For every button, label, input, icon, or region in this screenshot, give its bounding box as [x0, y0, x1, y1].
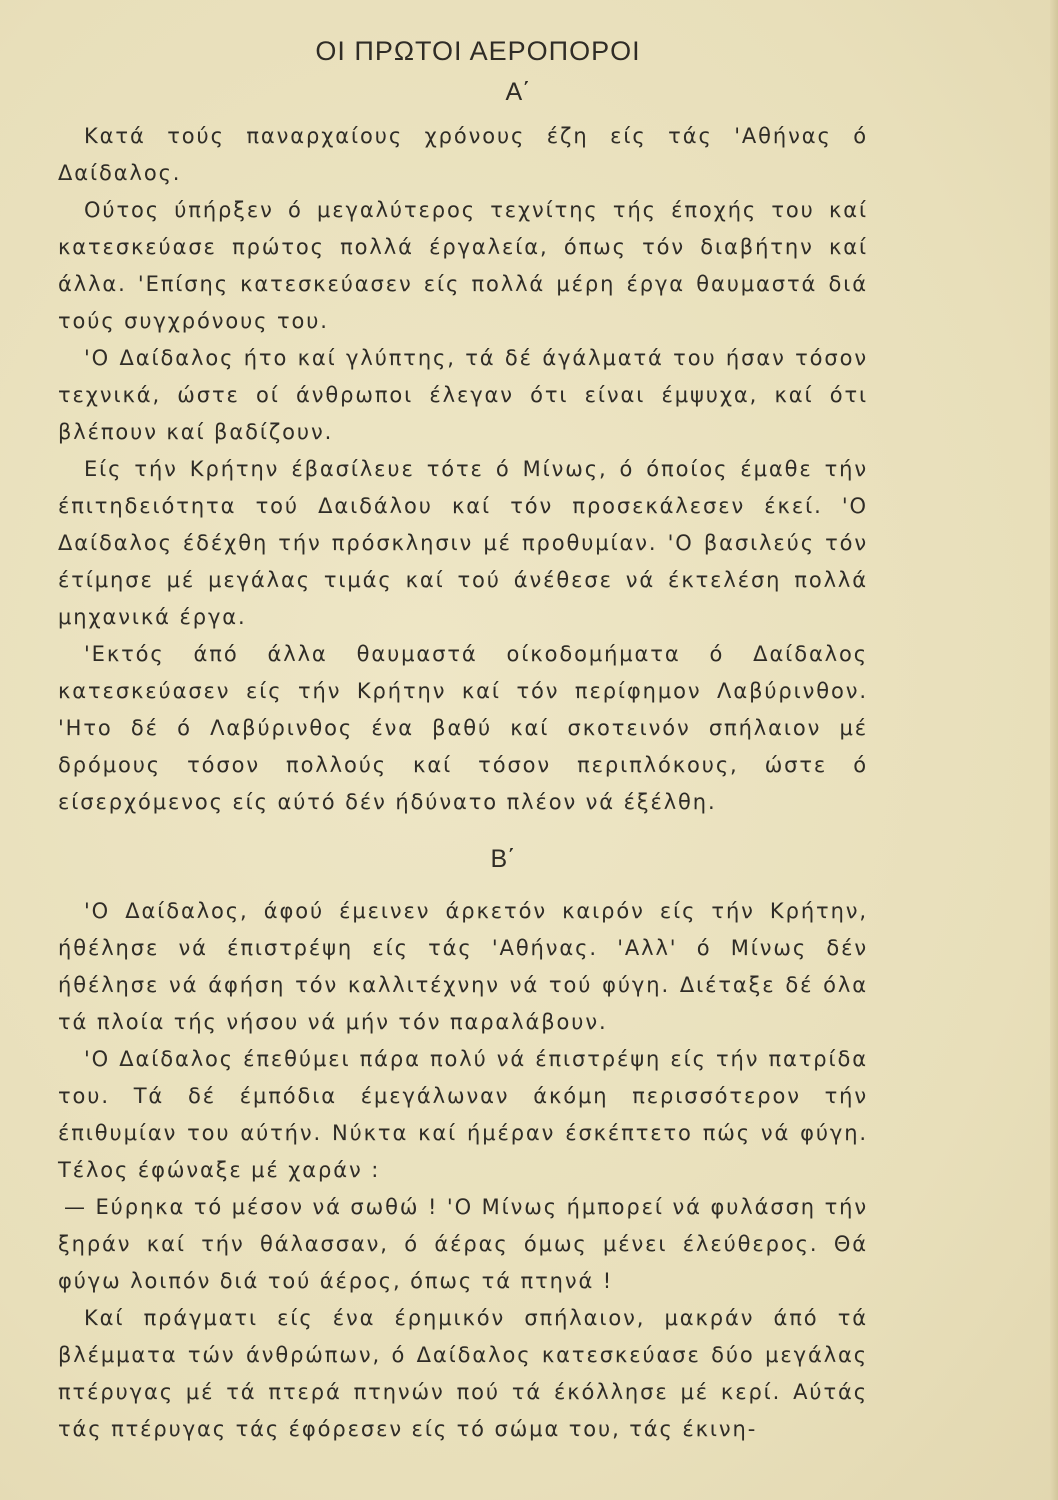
paragraph-a2: Ούτος ύπήρξεν ό μεγαλύτερος τεχνίτης τής έποχής του καί κατεσκεύασε πρώτος πολλά έργαλεία, όπως τόν διαβήτην καί άλλα. 'Επίσης κατεσκεύασεν είς πολλά μέρη έργα θαυμαστά διά τούς συγχρόνους του. [58, 198, 868, 333]
paragraph-b1: 'Ο Δαίδαλος, άφού έμεινεν άρκετόν καιρόν είς τήν Κρήτην, ήθέλησε νά έπιστρέψη είς τάς 'Αθήνας. 'Αλλ' ό Μίνως δέν ήθέλησε νά άφήση τόν καλλιτέχνην νά τού φύγη. Διέταξε δέ όλα τά πλοία τής νήσου νά μήν τόν παραλάβουν. [58, 899, 868, 1034]
section-heading-b: Β΄ [490, 845, 516, 873]
paragraph-b3-dialogue: — Εύρηκα τό μέσον νά σωθώ ! 'Ο Μίνως ήμπορεί νά φυλάσση τήν ξηράν καί τήν θάλασσαν, ό άέρας όμως μένει έλεύθερος. Θά φύγω λοιπόν διά τού άέρος, όπως τά πτηνά ! [58, 1195, 868, 1293]
paragraph-a1: Κατά τούς παναρχαίους χρόνους έζη είς τάς 'Αθήνας ό Δαίδαλος. [58, 124, 868, 185]
paragraph-a4: Είς τήν Κρήτην έβασίλευε τότε ό Μίνως, ό όποίος έμαθε τήν έπιτηδειότητα τού Δαιδάλου καί τόν προσεκάλεσεν έκεί. 'Ο Δαίδαλος έδέχθη τήν πρόσκλησιν μέ προθυμίαν. 'Ο βασιλεύς τόν έτίμησε μέ μεγάλας τιμάς καί τού άνέθεσε νά έκτελέση πολλά μηχανικά έργα. [58, 457, 868, 629]
section-heading-a: Α΄ [505, 78, 531, 106]
paragraph-a3: 'Ο Δαίδαλος ήτο καί γλύπτης, τά δέ άγάλματά του ήσαν τόσον τεχνικά, ώστε οί άνθρωποι έλεγαν ότι είναι έμψυχα, καί ότι βλέπουν καί βαδίζουν. [58, 346, 868, 444]
page-title: ΟΙ ΠΡΩΤΟΙ ΑΕΡΟΠΟΡΟΙ [315, 36, 641, 66]
paragraph-b4: Καί πράγματι είς ένα έρημικόν σπήλαιον, μακράν άπό τά βλέμματα τών άνθρώπων, ό Δαίδαλος κατεσκεύασε δύο μεγάλας πτέρυγας μέ τά πτερά πτηνών πού τά έκόλλησε μέ κερί. Αύτάς τάς πτέρυγας τάς έφόρεσεν είς τό σώμα του, τάς έκινη- [58, 1306, 868, 1441]
paragraph-b2: 'Ο Δαίδαλος έπεθύμει πάρα πολύ νά έπιστρέψη είς τήν πατρίδα του. Τά δέ έμπόδια έμεγάλωναν άκόμη περισσότερον τήν έπιθυμίαν του αύτήν. Νύκτα καί ήμέραν έσκέπτετο πώς νά φύγη. Τέλος έφώναξε μέ χαράν : [58, 1047, 868, 1182]
paragraph-a5: 'Εκτός άπό άλλα θαυμαστά οίκοδομήματα ό Δαίδαλος κατεσκεύασεν είς τήν Κρήτην καί τόν περίφημον Λαβύρινθον. 'Ητο δέ ό Λαβύρινθος ένα βαθύ καί σκοτεινόν σπήλαιον μέ δρόμους τόσον πολλούς καί τόσον περιπλόκους, ώστε ό είσερχόμενος είς αύτό δέν ήδύνατο πλέον νά έξέλθη. [58, 642, 868, 814]
